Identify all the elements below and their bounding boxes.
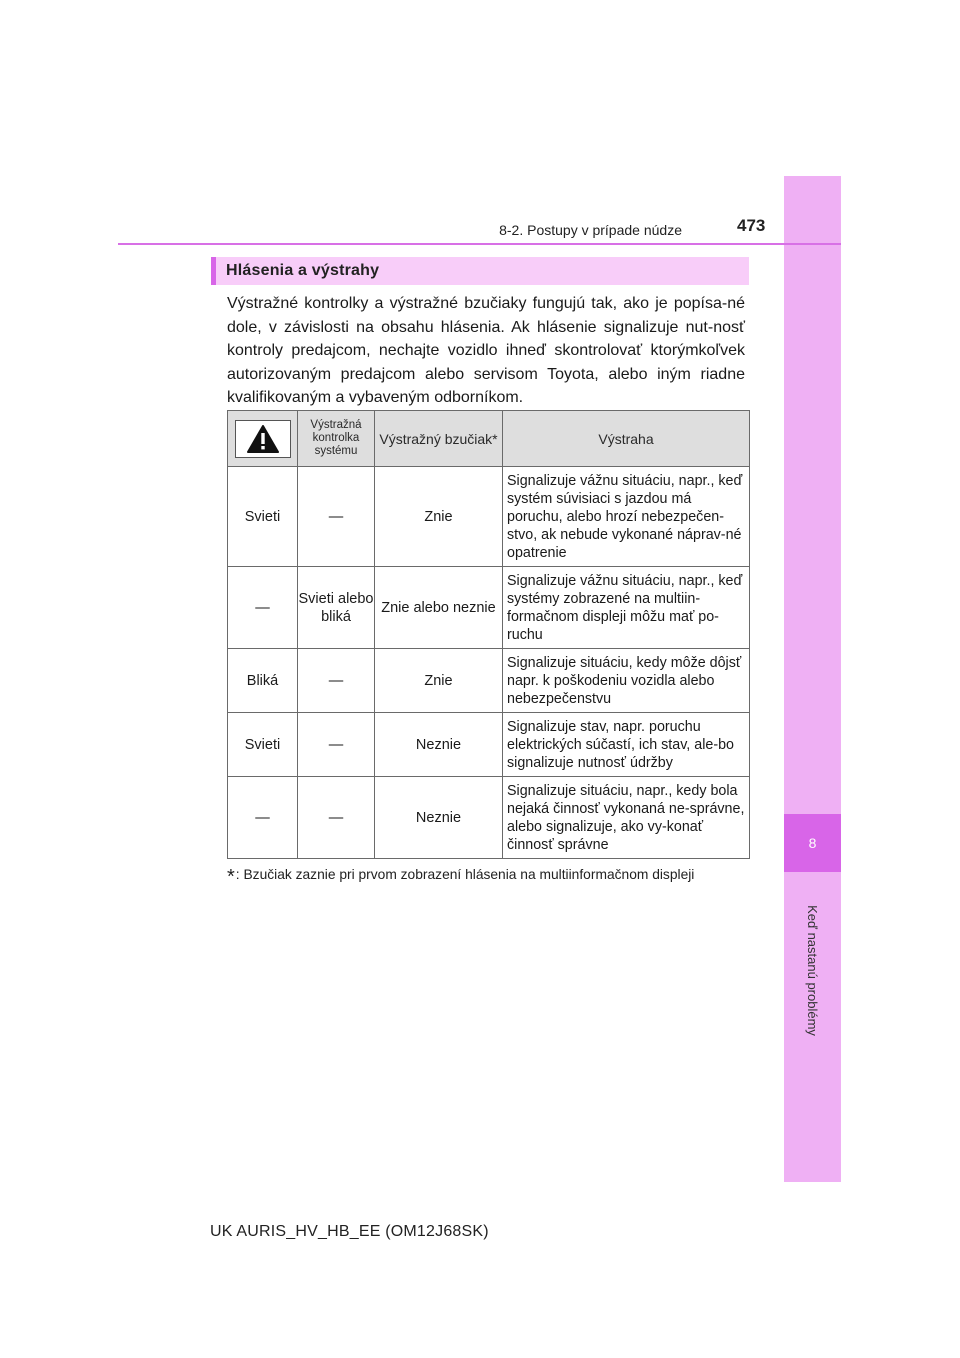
cell-indicator: — <box>228 777 298 859</box>
cell-warning: Signalizuje situáciu, kedy môže dôjsť napr. k poškodeniu vozidla alebo nebezpečenstvu <box>503 649 750 713</box>
header-warning: Výstraha <box>503 411 750 467</box>
header-buzzer: Výstražný bzučiak* <box>375 411 503 467</box>
cell-master-light: — <box>298 467 375 567</box>
cell-buzzer: Neznie <box>375 777 503 859</box>
cell-buzzer: Znie alebo neznie <box>375 567 503 649</box>
warning-table <box>227 410 750 859</box>
footnote <box>227 866 694 889</box>
cell-buzzer: Znie <box>375 467 503 567</box>
cell-warning: Signalizuje situáciu, napr., kedy bola nejaká činnosť vykonaná ne-správne, alebo signalizuje, ako vy-konať činnosť správne <box>503 777 750 859</box>
cell-master-light: — <box>298 713 375 777</box>
manual-code: UK AURIS_HV_HB_EE (OM12J68SK) <box>210 1223 489 1240</box>
cell-master-light: — <box>298 649 375 713</box>
chapter-title: Keď nastanú problémy <box>805 904 821 1036</box>
warning-triangle-icon <box>235 420 291 458</box>
cell-master-light: Svieti alebo bliká <box>298 567 375 649</box>
header-master-light: Výstražná kontrolka systému <box>298 411 375 467</box>
section-heading-text: Hlásenia a výstrahy <box>226 262 380 279</box>
cell-master-light: — <box>298 777 375 859</box>
table-header-row <box>228 411 750 467</box>
header-icon-cell <box>228 411 298 467</box>
cell-indicator: — <box>228 567 298 649</box>
cell-warning: Signalizuje vážnu situáciu, napr., keď systém súvisiaci s jazdou má poruchu, alebo hrozí nebezpečen-stvo, ak nebude vykonané náprav-né opatrenie <box>503 467 750 567</box>
chapter-title-vertical <box>784 880 841 1060</box>
cell-indicator: Svieti <box>228 467 298 567</box>
section-heading <box>211 257 749 285</box>
intro-paragraph: Výstražné kontrolky a výstražné bzučiaky fungujú tak, ako je popísa-né dole, v závislosti na obsahu hlásenia. Ak hlásenie signalizuje nut-nosť kontroly predajcom, nechajte vozidlo ihneď skontrolovať ktorýmkoľvek autorizovaným predajcom alebo servisom Toyota, alebo iným riadne kvalifikovaným a vybaveným odborníkom. <box>227 295 745 407</box>
cell-indicator: Svieti <box>228 713 298 777</box>
cell-warning: Signalizuje vážnu situáciu, napr., keď systémy zobrazené na multiin-formačnom displeji môžu mať po-ruchu <box>503 567 750 649</box>
table-row <box>228 777 750 859</box>
cell-warning: Signalizuje stav, napr. poruchu elektrických súčastí, ich stav, ale-bo signalizuje nutnosť údržby <box>503 713 750 777</box>
table-row <box>228 467 750 567</box>
footnote-text: : Bzučiak zaznie pri prvom zobrazení hlásenia na multiinformačnom displeji <box>235 867 695 882</box>
cell-buzzer: Znie <box>375 649 503 713</box>
table-row <box>228 649 750 713</box>
footnote-marker: * <box>227 866 235 888</box>
chapter-number: 8 <box>784 814 841 872</box>
header-divider <box>118 243 841 245</box>
table-row <box>228 567 750 649</box>
cell-buzzer: Neznie <box>375 713 503 777</box>
section-title: 8-2. Postupy v prípade núdze <box>499 222 682 238</box>
cell-indicator: Bliká <box>228 649 298 713</box>
page-number: 473 <box>737 216 766 235</box>
table-row <box>228 713 750 777</box>
